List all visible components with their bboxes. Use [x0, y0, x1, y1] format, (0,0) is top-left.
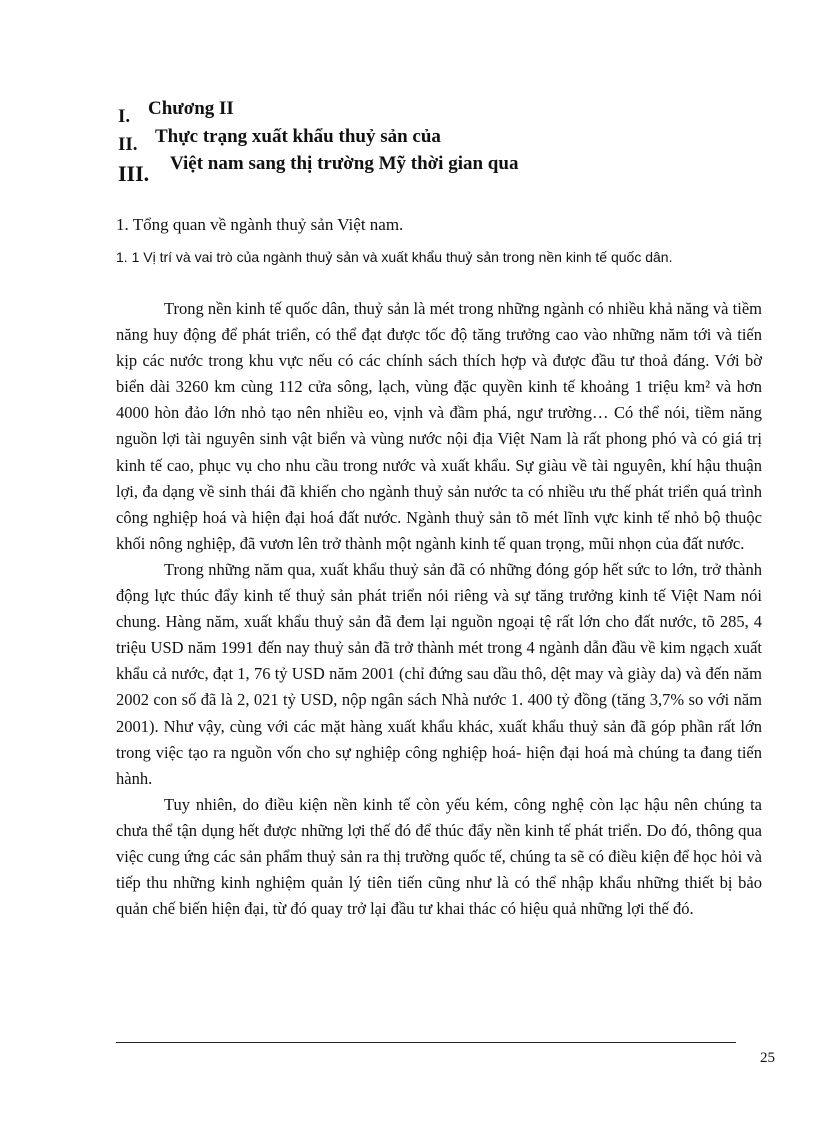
chapter-heading-line-3 — [118, 153, 758, 187]
body-text — [116, 296, 762, 922]
paragraph: Trong nền kinh tế quốc dân, thuỷ sản là mét trong những ngành có nhiều khả năng và tiềm năng huy động để phát triển, có thể đạt được tốc độ tăng trưởng cao vào những năm tới và tiến kịp các nước trong khu vực nếu có các chính sách thích hợp và được đầu tư thoả đáng. Với bờ biển dài 3260 km cùng 112 cửa sông, lạch, vùng đặc quyền kinh tế khoảng 1 triệu km² và hơn 4000 hòn đảo lớn nhỏ tạo nên nhiều eo, vịnh và đầm phá, ngư trường… Có thể nói, tiềm năng nguồn lợi tài nguyên sinh vật biển và vùng nước nội địa Việt Nam là rất phong phó và có giá trị kinh tế cao, phục vụ cho nhu cầu trong nước và xuất khẩu. Sự giàu về tài nguyên, khí hậu thuận lợi, đa dạng về sinh thái đã khiến cho ngành thuỷ sản nước ta có nhiều ưu thế phát triển quá trình công nghiệp hoá và hiện đại hoá đất nước. Ngành thuỷ sản tõ mét lĩnh vực kinh tế nhỏ bộ thuộc khối nông nghiệp, đã vươn lên trở thành một ngành kinh tế quan trọng, mũi nhọn của đất nước. — [116, 299, 762, 553]
paragraph: Tuy nhiên, do điều kiện nền kinh tế còn yếu kém, công nghệ còn lạc hậu nên chúng ta chưa thể tận dụng hết được những lợi thế đó để thúc đẩy nền kinh tế phát triển. Do đó, thông qua việc cung ứng các sản phẩm thuỷ sản ra thị trường quốc tế, chúng ta sẽ có điều kiện để học hỏi và tiếp thu những kinh nghiệm quản lý tiên tiến cũng như là có thể nhập khẩu những thiết bị bảo quản chế biến hiện đại, từ đó quay trở lại đầu tư khai thác có hiệu quả những lợi thế đó. — [116, 794, 762, 919]
heading-text: Thực trạng xuất khẩu thuỷ sản của — [155, 126, 441, 147]
heading-text: Việt nam sang thị trường Mỹ thời gian qua — [170, 153, 519, 174]
chapter-heading-line-1 — [118, 98, 718, 128]
section-title: 1. Tổng quan về ngành thuỷ sản Việt nam. — [116, 215, 404, 234]
page-number: 25 — [760, 1050, 775, 1066]
chapter-heading-line-2 — [118, 126, 718, 156]
heading-number: III. — [118, 161, 150, 186]
footer-divider — [116, 1042, 736, 1043]
subsection-title: 1. 1 Vị trí và vai trò của ngành thuỷ sản và xuất khẩu thuỷ sản trong nền kinh tế quốc dân. — [116, 249, 673, 265]
heading-number: I. — [118, 106, 131, 127]
paragraph: Trong những năm qua, xuất khẩu thuỷ sản đã có những đóng góp hết sức to lớn, trở thành động lực thúc đẩy kinh tế thuỷ sản phát triển nói riêng và sự tăng trưởng kinh tế Việt Nam nói chung. Hàng năm, xuất khẩu thuỷ sản đã đem lại nguồn ngoại tệ rất lớn cho đất nước, tõ 285, 4 triệu USD năm 1991 đến nay thuỷ sản đã trở thành mét trong 4 ngành dẫn đầu về kim ngạch xuất khẩu cả nước, đạt 1, 76 tỷ USD năm 2001 (chỉ đứng sau dầu thô, dệt may và giày da) và đến năm 2002 con số đã là 2, 021 tỷ USD, nộp ngân sách Nhà nước 1. 400 tỷ đồng (tăng 3,7% so với năm 2001). Như vậy, cùng với các mặt hàng xuất khẩu khác, xuất khẩu thuỷ sản đã góp phần rất lớn trong việc tạo ra nguồn vốn cho sự nghiệp công nghiệp hoá- hiện đại hoá mà chúng ta đang tiến hành. — [116, 559, 762, 788]
heading-number: II. — [118, 134, 138, 155]
heading-text: Chương II — [148, 98, 234, 119]
